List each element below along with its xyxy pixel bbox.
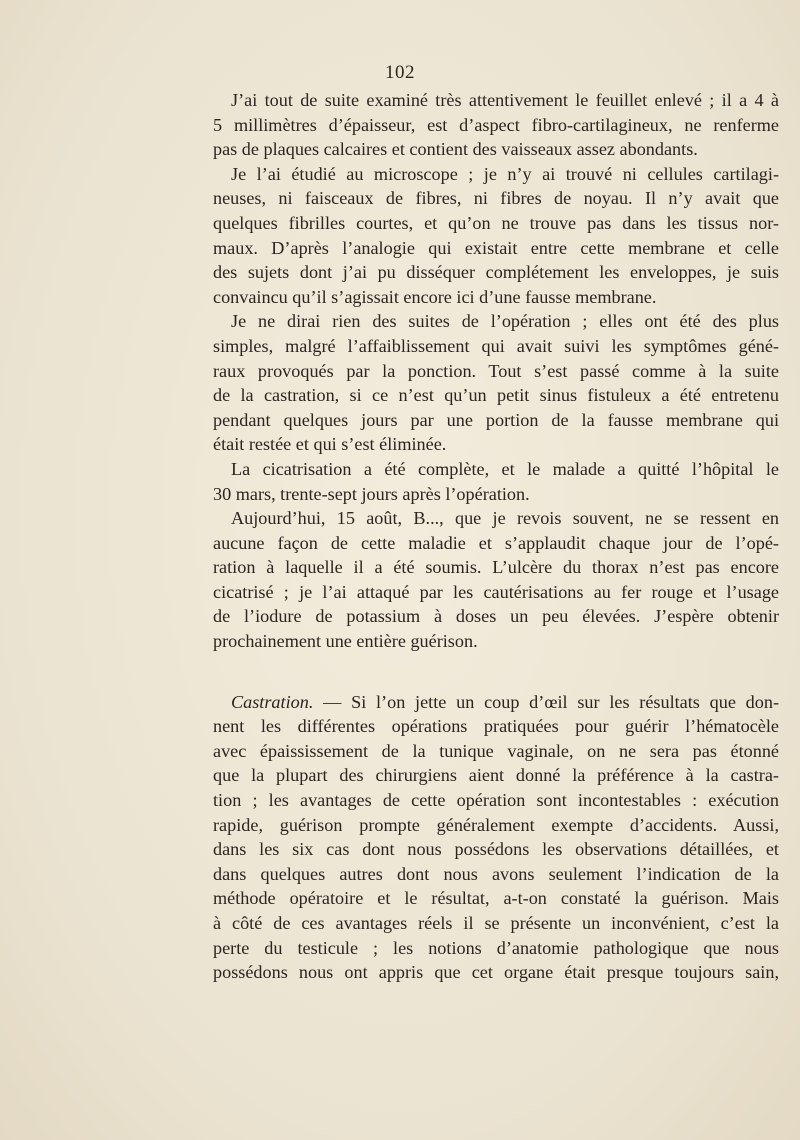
text-line: nent les différentes opérations pratiquées pour guérir l’hématocèle — [213, 716, 779, 737]
text-line: cicatrisé ; je l’ai attaqué par les cautérisations au fer rouge et l’usage — [213, 581, 779, 602]
text-line: avec épaississement de la tunique vaginale, on ne sera pas étonné — [213, 740, 779, 761]
text-line: pendant quelques jours par une portion de la fausse membrane qui — [213, 409, 779, 430]
text-line: raux provoqués par la ponction. Tout s’est passé comme à la suite — [213, 360, 779, 381]
text-line: de la castration, si ce n’est qu’un petit sinus fistuleux a été entretenu — [213, 385, 779, 406]
paragraph — [213, 506, 779, 654]
text-line: aucune façon de cette maladie et s’applaudit chaque jour de l’opé- — [213, 532, 779, 553]
page-number: 102 — [385, 62, 415, 83]
text-line: méthode opératoire et le résultat, a-t-on constaté la guérison. Mais — [213, 888, 779, 909]
text-line: La cicatrisation a été complète, et le malade a quitté l’hôpital le — [231, 458, 779, 479]
text-line: prochainement une entière guérison. — [213, 631, 478, 652]
text-line: J’ai tout de suite examiné très attentivement le feuillet enlevé ; il a 4 à — [231, 90, 779, 110]
paragraph — [213, 309, 779, 457]
text-line: neuses, ni faisceaux de fibres, ni fibres de noyau. Il n’y avait que — [213, 188, 779, 209]
text-line: Je l’ai étudié au microscope ; je n’y ai trouvé ni cellules cartilagi- — [231, 163, 779, 184]
section-spacer — [213, 654, 779, 690]
text-line: simples, malgré l’affaiblissement qui avait suivi les symptômes géné- — [213, 335, 779, 356]
text-line — [213, 690, 779, 715]
text-line: Je ne dirai rien des suites de l’opération ; elles ont été des plus — [231, 311, 779, 332]
body-text — [213, 88, 779, 985]
paragraph-castration — [213, 690, 779, 985]
text-line: maux. D’après l’analogie qui existait entre cette membrane et celle — [213, 237, 779, 258]
text-line: dans quelques autres dont nous avons seulement l’indication de la — [213, 863, 779, 884]
text-line: quelques fibrilles courtes, et qu’on ne trouve pas dans les tissus nor- — [213, 212, 779, 233]
text-line: pas de plaques calcaires et contient des vaisseaux assez abondants. — [213, 139, 698, 160]
text-line: 30 mars, trente-sept jours après l’opération. — [213, 483, 530, 504]
paragraph — [213, 88, 779, 162]
text-line: convaincu qu’il s’agissait encore ici d’une fausse membrane. — [213, 286, 657, 307]
text-line: 5 millimètres d’épaisseur, est d’aspect fibro-cartilagineux, ne renferme — [213, 114, 779, 135]
text-line: possédons nous ont appris que cet organe était presque toujours sain, — [213, 962, 779, 983]
paragraph — [213, 162, 779, 310]
section-lead: Castration. — [231, 691, 314, 712]
text-line: des sujets dont j’ai pu disséquer complétement les enveloppes, je suis — [213, 262, 779, 283]
paragraph — [213, 457, 779, 506]
text-line: perte du testicule ; les notions d’anatomie pathologique que nous — [213, 937, 779, 958]
text-line: dans les six cas dont nous possédons les observations détaillées, et — [213, 839, 779, 860]
text-line: tion ; les avantages de cette opération sont incontestables : exécution — [213, 790, 779, 811]
text-line: que la plupart des chirurgiens aient donné la préférence à la castra- — [213, 765, 779, 786]
text-line: ration à laquelle il a été soumis. L’ulcère du thorax n’est pas encore — [213, 557, 779, 578]
text-line-rest: — Si l’on jette un coup d’œil sur les résultats que don- — [313, 691, 779, 712]
text-line: de l’iodure de potassium à doses un peu élevées. J’espère obtenir — [213, 606, 779, 627]
text-line: à côté de ces avantages réels il se présente un inconvénient, c’est la — [213, 913, 779, 933]
text-line: rapide, guérison prompte généralement exempte d’accidents. Aussi, — [213, 814, 779, 835]
text-line: était restée et qui s’est éliminée. — [213, 434, 447, 455]
text-line: Aujourd’hui, 15 août, B..., que je revois souvent, ne se ressent en — [231, 508, 779, 529]
